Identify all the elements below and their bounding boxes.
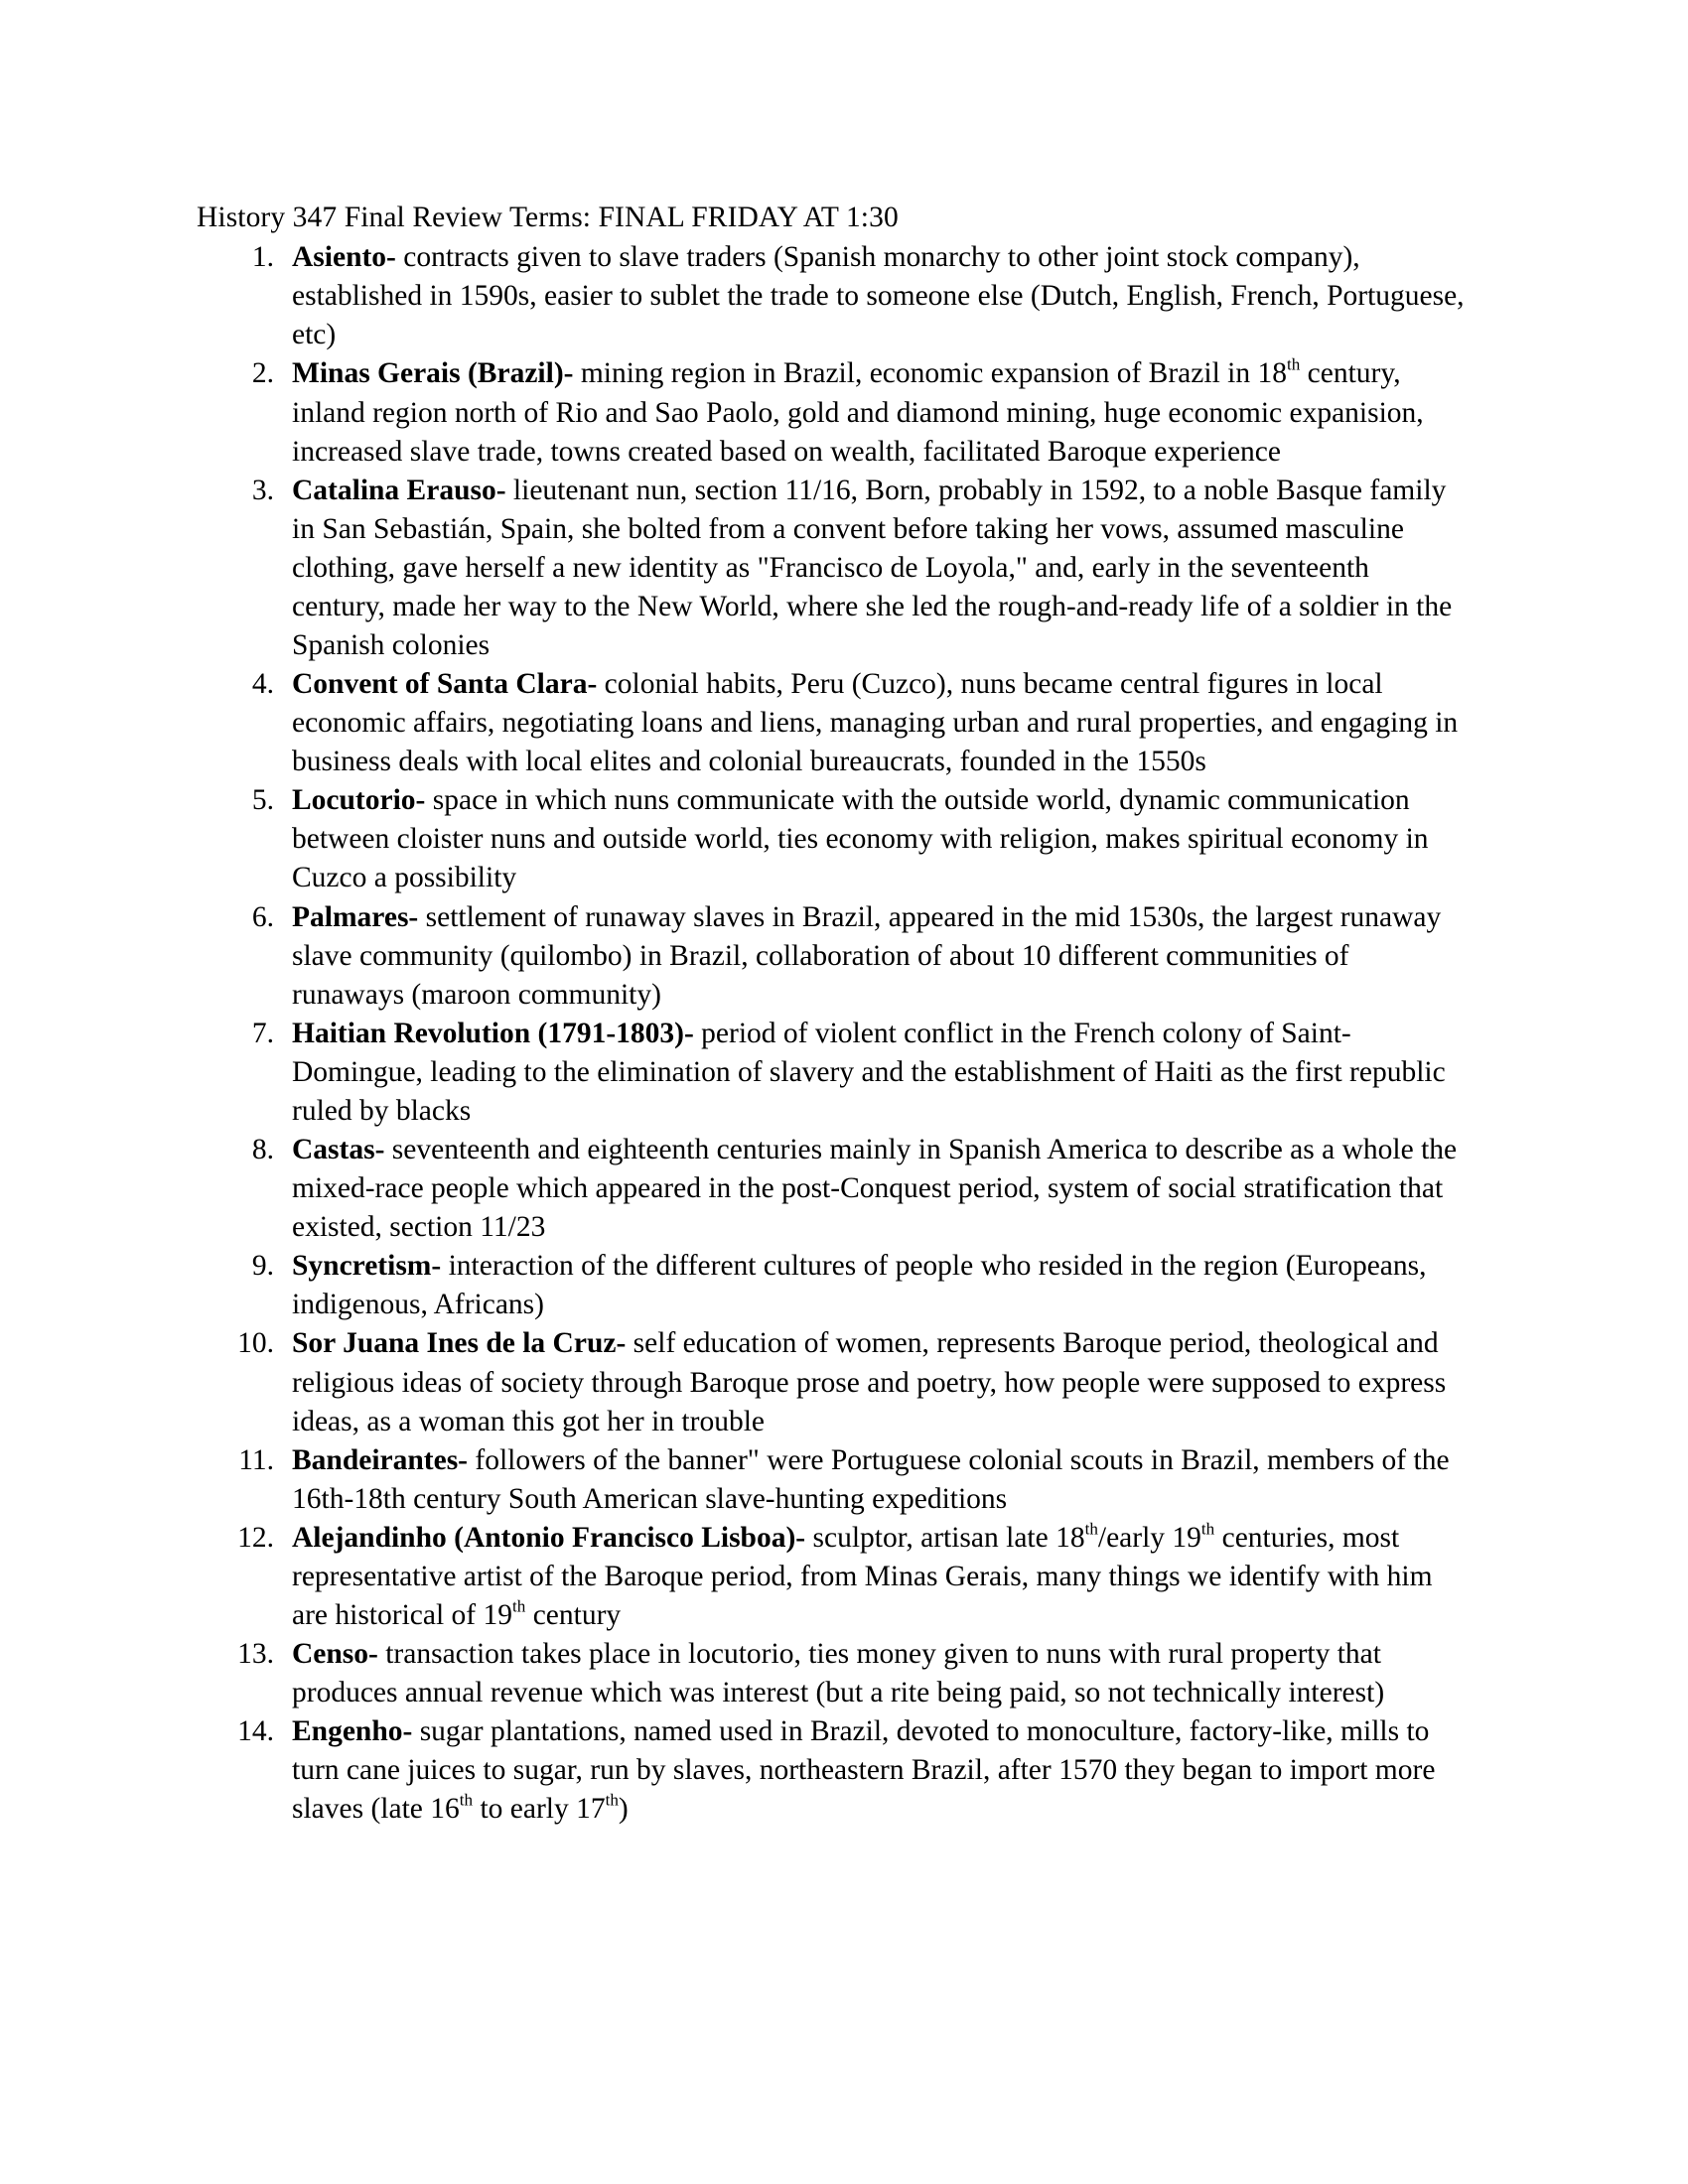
- document-body: [197, 199, 1468, 1829]
- term-headword: Locutorio-: [292, 784, 426, 817]
- term-definition: sugar plantations, named used in Brazil, devoted to monoculture, factory-like, mills to turn cane juices to sugar, run by slaves, northeastern Brazil, after 1570 they began to import more slaves (late 16: [292, 1715, 1436, 1826]
- term-definition-end: century: [525, 1598, 622, 1631]
- term-headword: Palmares-: [292, 900, 419, 933]
- list-item: [197, 898, 1468, 1015]
- term-definition-cont: centuries, most representative artist of the Baroque period, from Minas Gerais, many things we identify with him are historical of 19: [292, 1521, 1433, 1631]
- list-item: [197, 1712, 1468, 1829]
- term-definition: interaction of the different cultures of people who resided in the region (Europeans, indigenous, Africans): [292, 1250, 1427, 1321]
- term-headword: Convent of Santa Clara-: [292, 668, 598, 701]
- term-definition: sculptor, artisan late 18: [805, 1521, 1085, 1554]
- term-definition: colonial habits, Peru (Cuzco), nuns became central figures in local economic affairs, negotiating loans and liens, managing urban and rural properties, and engaging in business deals with local elites and colonial bureaucrats, founded in the 1550s: [292, 668, 1459, 778]
- term-definition: settlement of runaway slaves in Brazil, appeared in the mid 1530s, the largest runaway slave community (quilombo) in Brazil, collaboration of about 10 different communities of runaways (maroon community): [292, 900, 1442, 1011]
- list-item: [197, 238, 1468, 354]
- term-definition: contracts given to slave traders (Spanish monarchy to other joint stock company), established in 1590s, easier to sublet the trade to someone else (Dutch, English, French, Portuguese, etc): [292, 241, 1465, 351]
- term-headword: Castas-: [292, 1134, 385, 1166]
- page-title: History 347 Final Review Terms: FINAL FRIDAY AT 1:30: [197, 202, 899, 233]
- list-item: [197, 781, 1468, 897]
- term-definition-end: ): [618, 1793, 629, 1826]
- term-headword: Syncretism-: [292, 1250, 442, 1283]
- term-headword: Minas Gerais (Brazil)-: [292, 357, 574, 390]
- term-definition: self education of women, represents Baroque period, theological and religious ideas of society through Baroque prose and poetry, how people were supposed to express ideas, as a woman this got her in trouble: [292, 1327, 1447, 1437]
- term-definition: period of violent conflict in the French colony of Saint-Domingue, leading to the elimination of slavery and the establishment of Haiti as the first republic ruled by blacks: [292, 1017, 1446, 1127]
- ordinal-superscript: th: [1200, 1519, 1215, 1539]
- term-definition-mid: to early 17: [473, 1793, 606, 1826]
- ordinal-superscript: th: [1084, 1519, 1098, 1539]
- term-headword: Censo-: [292, 1638, 378, 1671]
- term-definition: followers of the banner" were Portuguese colonial scouts in Brazil, members of the 16th-18th century South American slave-hunting expeditions: [292, 1443, 1450, 1515]
- ordinal-superscript: th: [459, 1791, 474, 1811]
- ordinal-superscript: th: [512, 1596, 526, 1616]
- ordinal-superscript: th: [1286, 355, 1301, 375]
- ordinal-superscript: th: [605, 1791, 619, 1811]
- list-item: [197, 1247, 1468, 1324]
- term-headword: Asiento-: [292, 241, 396, 274]
- list-item: [197, 665, 1468, 781]
- review-terms-list: [197, 238, 1468, 1829]
- term-definition: transaction takes place in locutorio, ties money given to nuns with rural property that produces annual revenue which was interest (but a rite being paid, so not technically interest): [292, 1638, 1385, 1709]
- term-headword: Engenho-: [292, 1715, 413, 1748]
- list-item: [197, 472, 1468, 665]
- list-item: [197, 1635, 1468, 1712]
- term-definition: space in which nuns communicate with the outside world, dynamic communication between cloister nuns and outside world, ties economy with religion, makes spiritual economy in Cuzco a possibility: [292, 784, 1429, 894]
- term-definition: lieutenant nun, section 11/16, Born, probably in 1592, to a noble Basque family in San Sebastián, Spain, she bolted from a convent before taking her vows, assumed masculine clothing, gave herself a new identity as "Francisco de Loyola," and, early in the seventeenth century, made her way to the New World, where she led the rough-and-ready life of a soldier in the Spanish colonies: [292, 474, 1453, 662]
- list-item: [197, 1519, 1468, 1635]
- term-definition: seventeenth and eighteenth centuries mainly in Spanish America to describe as a whole the mixed-race people which appeared in the post-Conquest period, system of social stratification that existed, section 11/23: [292, 1134, 1458, 1244]
- list-item: [197, 1441, 1468, 1519]
- term-headword: Catalina Erauso-: [292, 474, 506, 506]
- list-item: [197, 1131, 1468, 1247]
- term-definition: mining region in Brazil, economic expansion of Brazil in 18: [573, 357, 1287, 390]
- term-headword: Sor Juana Ines de la Cruz-: [292, 1327, 627, 1360]
- term-headword: Bandeirantes-: [292, 1443, 468, 1476]
- term-definition-cont: century, inland region north of Rio and Sao Paolo, gold and diamond mining, huge economic expanision, increased slave trade, towns created based on wealth, facilitated Baroque experience: [292, 357, 1424, 468]
- term-definition-mid: /early 19: [1097, 1521, 1201, 1554]
- list-item: [197, 1324, 1468, 1440]
- list-item: [197, 354, 1468, 471]
- term-headword: Haitian Revolution (1791-1803)-: [292, 1017, 694, 1049]
- term-headword: Alejandinho (Antonio Francisco Lisboa)-: [292, 1521, 806, 1554]
- list-item: [197, 1015, 1468, 1131]
